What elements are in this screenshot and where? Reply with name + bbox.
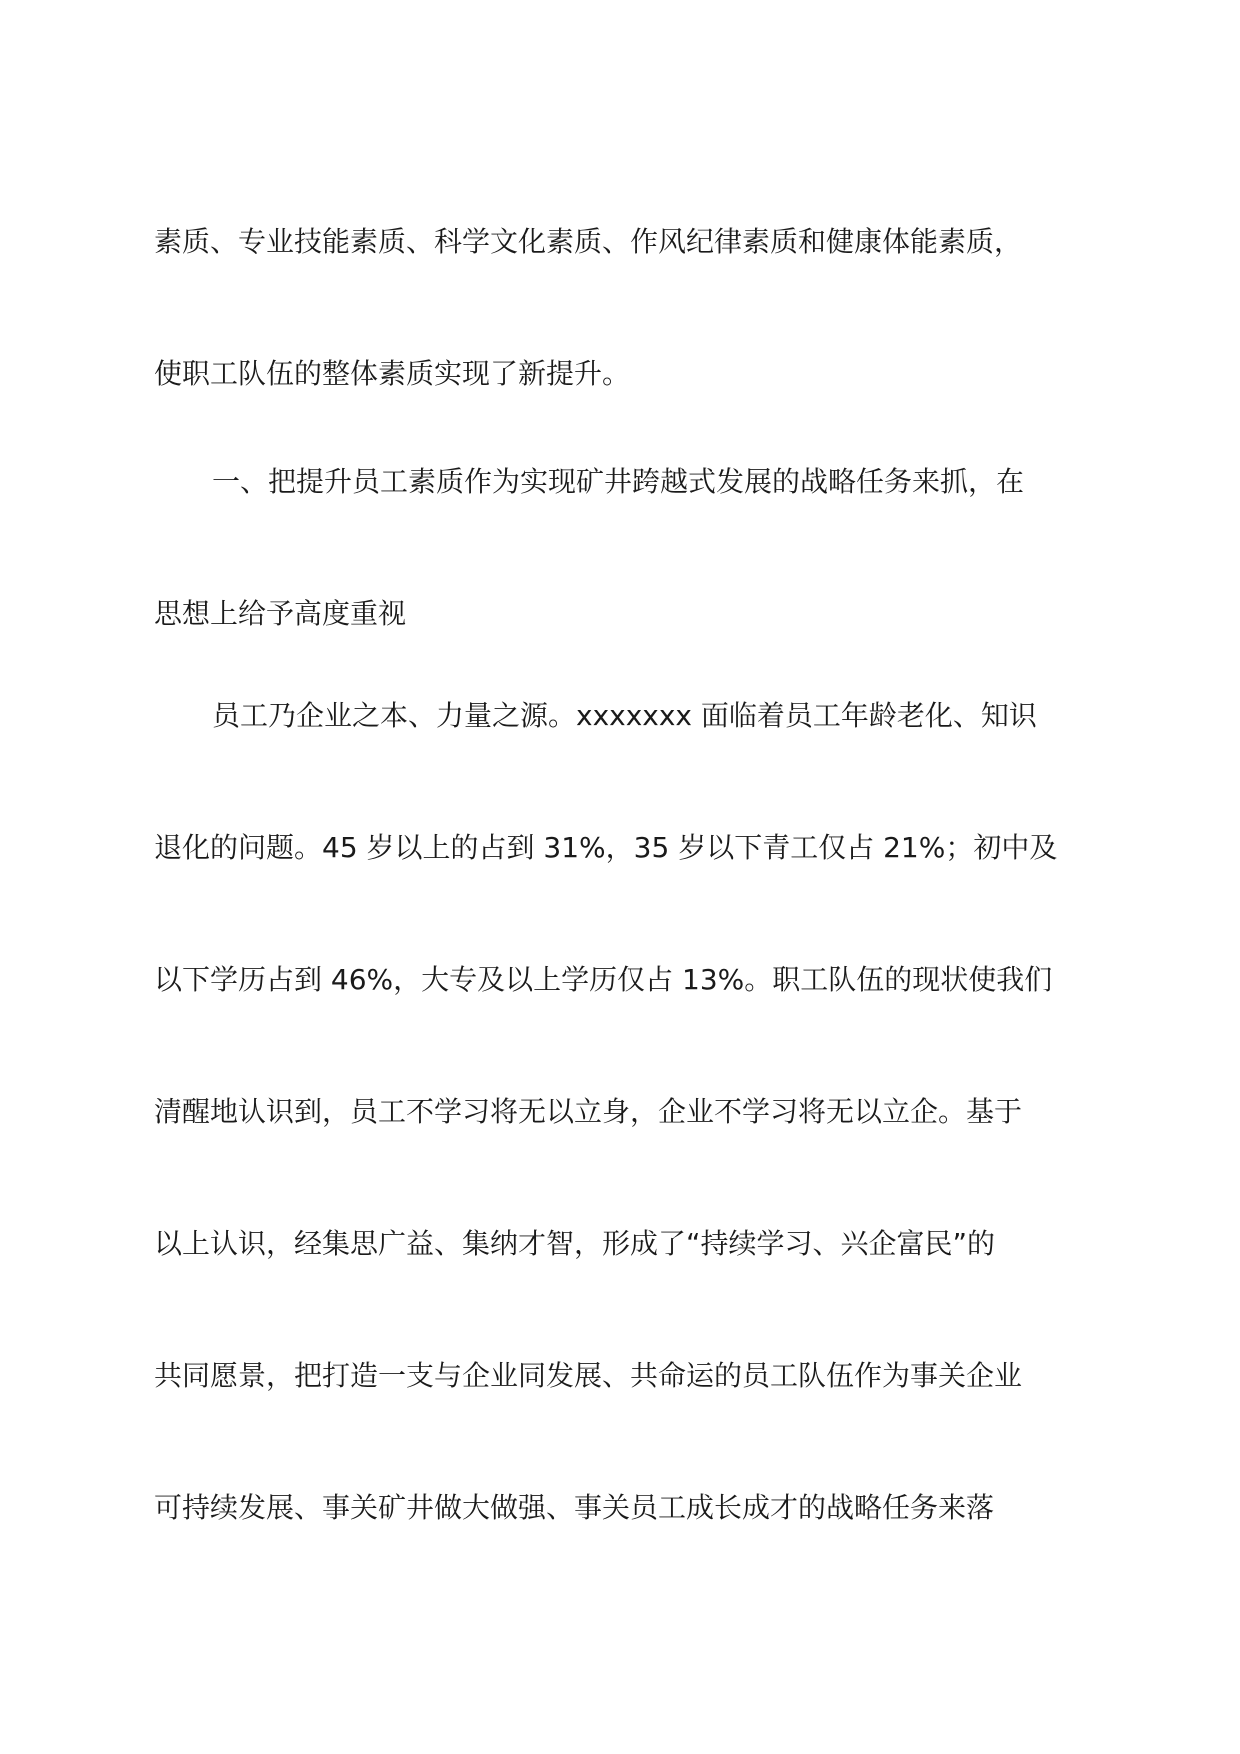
body-text-line: 退化的问题。45 岁以上的占到 31%，35 岁以下青工仅占 21%；初中及 bbox=[154, 831, 1058, 864]
section-heading-line: 一、把提升员工素质作为实现矿井跨越式发展的战略任务来抓，在 bbox=[212, 465, 1025, 498]
body-text-line: 以上认识，经集思广益、集纳才智，形成了“持续学习、兴企富民”的 bbox=[154, 1227, 996, 1260]
body-text-line: 可持续发展、事关矿井做大做强、事关员工成长成才的战略任务来落 bbox=[154, 1491, 995, 1524]
body-text-line: 清醒地认识到，员工不学习将无以立身，企业不学习将无以立企。基于 bbox=[154, 1095, 1023, 1128]
body-text-line: 素质、专业技能素质、科学文化素质、作风纪律素质和健康体能素质， bbox=[154, 225, 1023, 258]
body-text-line: 员工乃企业之本、力量之源。xxxxxxx 面临着员工年龄老化、知识 bbox=[212, 699, 1037, 732]
body-text-line: 共同愿景，把打造一支与企业同发展、共命运的员工队伍作为事关企业 bbox=[154, 1359, 1023, 1392]
body-text-line: 以下学历占到 46%，大专及以上学历仅占 13%。职工队伍的现状使我们 bbox=[154, 963, 1053, 996]
section-heading-line: 思想上给予高度重视 bbox=[154, 597, 407, 630]
body-text-line: 使职工队伍的整体素质实现了新提升。 bbox=[154, 357, 631, 390]
